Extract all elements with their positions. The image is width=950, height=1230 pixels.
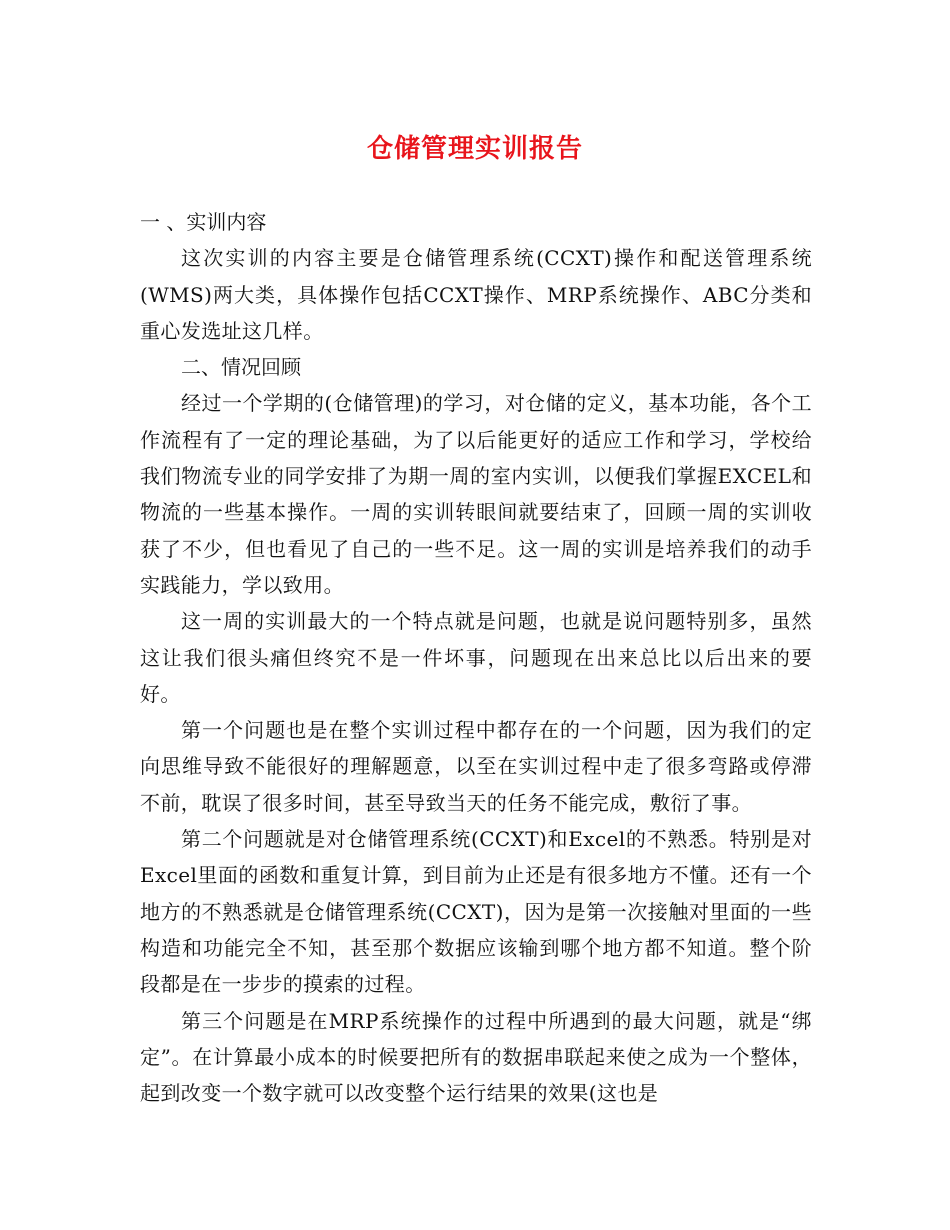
document-body	[140, 204, 812, 1111]
paragraph: 第三个问题是在MRP系统操作的过程中所遇到的最大问题，就是“绑定”。在计算最小成本的时候要把所有的数据串联起来使之成为一个整体，起到改变一个数字就可以改变整个运行结果的效果(这也是	[140, 1008, 812, 1106]
paragraph: 经过一个学期的(仓储管理)的学习，对仓储的定义，基本功能，各个工作流程有了一定的理论基础，为了以后能更好的适应工作和学习，学校给我们物流专业的同学安排了为期一周的室内实训，以便我们掌握EXCEL和物流的一些基本操作。一周的实训转眼间就要结束了，回顾一周的实训收获了不少，但也看见了自己的一些不足。这一周的实训是培养我们的动手实践能力，学以致用。	[140, 391, 812, 597]
paragraph: 第一个问题也是在整个实训过程中都存在的一个问题，因为我们的定向思维导致不能很好的理解题意，以至在实训过程中走了很多弯路或停滞不前，耽误了很多时间，甚至导致当天的任务不能完成，敷衍了事。	[140, 718, 812, 815]
paragraph: 这一周的实训最大的一个特点就是问题，也就是说问题特别多，虽然这让我们很头痛但终究不是一件坏事，问题现在出来总比以后出来的要好。	[140, 609, 812, 706]
document-title: 仓储管理实训报告	[366, 134, 583, 164]
paragraph: 这次实训的内容主要是仓储管理系统(CCXT)操作和配送管理系统(WMS)两大类，具体操作包括CCXT操作、MRP系统操作、ABC分类和重心发选址这几样。	[140, 246, 812, 343]
section-heading-review: 二、情况回顾	[181, 355, 301, 380]
section-heading-training-content: 一 、实训内容	[140, 210, 267, 234]
paragraph: 第二个问题就是对仓储管理系统(CCXT)和Excel的不熟悉。特别是对Excel里面的函数和重复计算，到目前为止还是有很多地方不懂。还有一个地方的不熟悉就是仓储管理系统(CCXT)，因为是第一次接触对里面的一些构造和功能完全不知，甚至那个数据应该输到哪个地方都不知道。整个阶段都是在一步步的摸索的过程。	[140, 827, 812, 997]
